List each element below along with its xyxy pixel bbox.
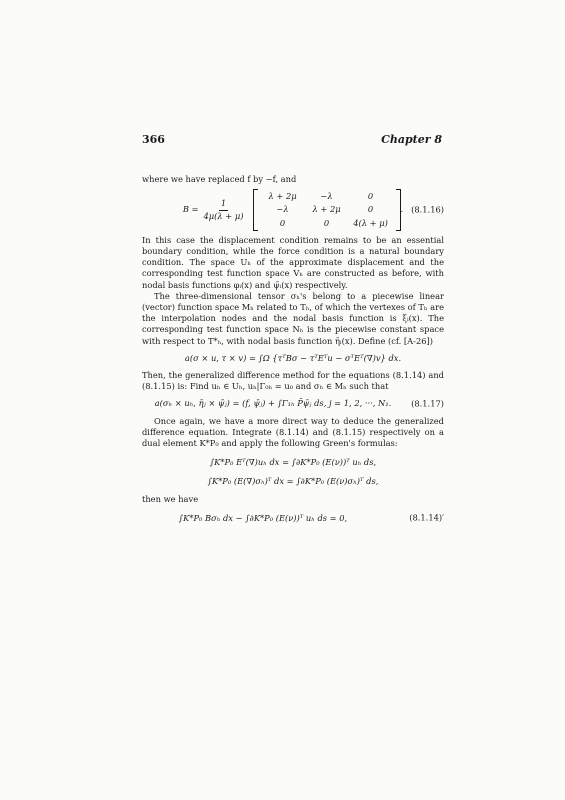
equation-green-2 bbox=[142, 476, 444, 487]
equation-8-1-16 bbox=[142, 189, 444, 231]
page-body bbox=[142, 174, 444, 524]
matrix-grid bbox=[258, 189, 396, 231]
matrix-cell: 4(λ + μ) bbox=[353, 217, 388, 228]
page-number: 366 bbox=[142, 133, 165, 146]
matrix-cell: 0 bbox=[367, 191, 374, 202]
equation-bilinear-form bbox=[142, 353, 444, 364]
equation-number: (8.1.17) bbox=[411, 398, 444, 409]
equation-number: (8.1.16) bbox=[411, 204, 444, 215]
equation-green-1 bbox=[142, 457, 444, 468]
paragraph-boundary: In this case the displacement condition remains to be an essential boundary condition, while the force condition is a natural boundary condition. The space Uₕ of the approximate displacement and the corresponding test function space Vₕ are constructed as before, with nodal basis functions φᵢ(x) and ψ̄ᵢ(x) respectively. bbox=[142, 234, 444, 290]
paragraph-tensor: The three-dimensional tensor σₕ's belong to a piecewise linear (vector) function space Mₕ related to Tₕ, of which the vertexes of Tₕ are the interpolation nodes and the nodal basis function is ξᵢ(x). The corresponding test function space Nₕ is the piecewise constant space with respect to T*ₕ, with nodal basis function η̄ᵢ(x). Define (cf. [A-26]) bbox=[142, 290, 444, 346]
equation-8-1-14-prime bbox=[142, 513, 444, 524]
equation-number: (8.1.14)′ bbox=[409, 512, 444, 523]
matrix-cell: λ + 2μ bbox=[312, 204, 341, 215]
equation-8-1-17 bbox=[142, 398, 444, 409]
matrix-cell: −λ bbox=[276, 204, 289, 215]
paragraph-method: Then, the generalized difference method for the equations (8.1.14) and (8.1.15) is: Find uₕ ∈ Uₕ, uₕ|Γ₀ₕ = u₀ and σₕ ∈ Mₕ such that bbox=[142, 370, 444, 392]
fraction-denominator: 4μ(λ + μ) bbox=[203, 210, 244, 221]
equation-lhs: B = bbox=[182, 204, 199, 215]
paragraph-intro: where we have replaced f by −f, and bbox=[142, 174, 297, 184]
matrix bbox=[253, 189, 401, 231]
equation-text: ∫K*P₀ Bσₕ dx − ∫∂K*P₀ (E(ν))ᵀ uₕ ds = 0, bbox=[178, 512, 348, 523]
matrix-cell: 0 bbox=[367, 204, 374, 215]
fraction-numerator: 1 bbox=[219, 198, 228, 210]
paragraph-then: then we have bbox=[142, 493, 199, 504]
equation-text: ∫K*P₀ Eᵀ(∇)uₕ dx = ∫∂K*P₀ (E(ν))ᵀ uₕ ds, bbox=[209, 457, 377, 468]
equation-text: a(σ × u, τ × v) = ∫Ω {τᵀBσ − τᵀEᵀu − σᵀEᵀ(∇)v} dx. bbox=[184, 352, 402, 363]
matrix-cell: 0 bbox=[279, 217, 286, 228]
matrix-cell: −λ bbox=[320, 191, 333, 202]
equation-text: ∫K*P₀ (E(∇)σₕ)ᵀ dx = ∫∂K*P₀ (E(ν)σₕ)ᵀ ds, bbox=[207, 476, 379, 487]
matrix-cell: 0 bbox=[323, 217, 330, 228]
paragraph-green: Once again, we have a more direct way to deduce the generalized difference equation. Integrate (8.1.14) and (8.1.15) respectively on a dual element K*P₀ and apply the following Green's formulas: bbox=[142, 415, 444, 449]
equation-text: a(σₕ × uₕ, η̄ⱼ × ψ̄ⱼ) = (f, ψ̄ⱼ) + ∫Γ₁ₕ P̄ψ̄ⱼ ds, j = 1, 2, ···, N₁. bbox=[154, 398, 392, 409]
equation-period: . bbox=[400, 204, 404, 215]
matrix-cell: λ + 2μ bbox=[268, 191, 297, 202]
chapter-title: Chapter 8 bbox=[381, 133, 442, 146]
equation-fraction bbox=[202, 198, 246, 221]
